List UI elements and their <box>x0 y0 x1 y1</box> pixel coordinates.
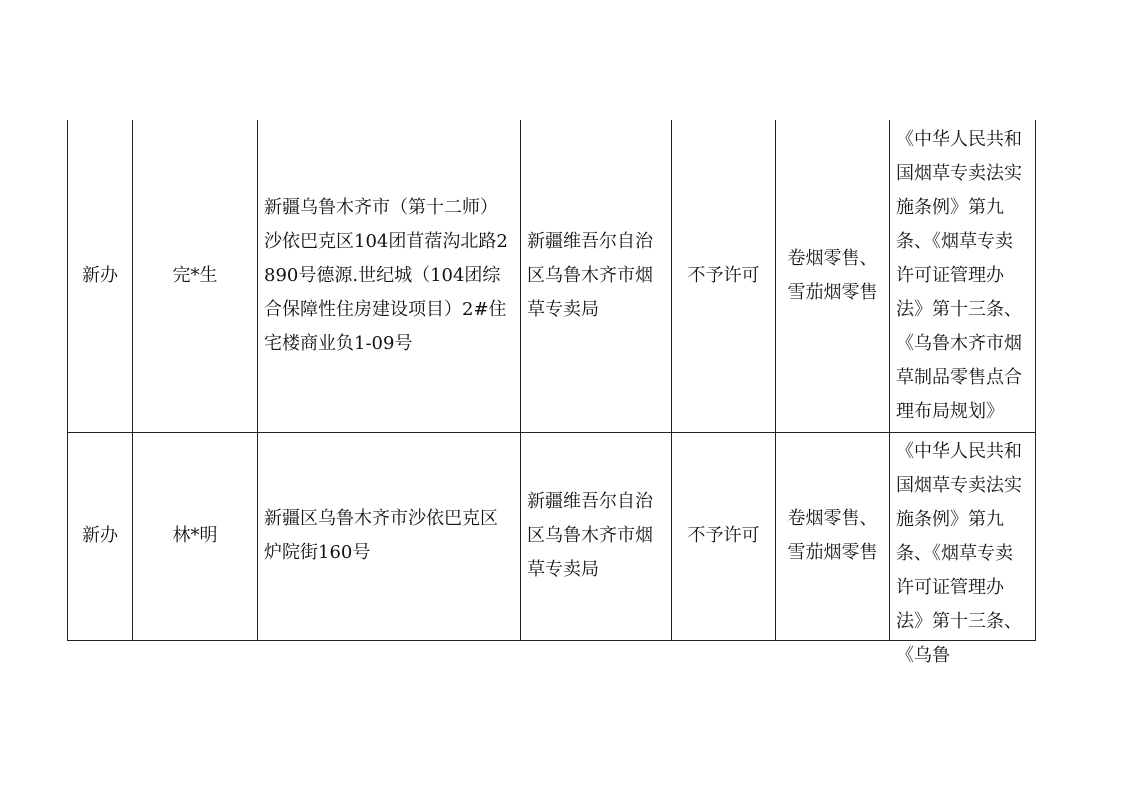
table-row <box>68 120 1036 432</box>
legal-basis-text: 《中华人民共和国烟草专卖法实施条例》第九条、《烟草专卖许可证管理办法》第十三条、《乌鲁 <box>896 440 1022 666</box>
permit-decision-table <box>67 120 1036 666</box>
legal-basis-cell: 《中华人民共和国烟草专卖法实施条例》第九条、《烟草专卖许可证管理办法》第十三条、《乌鲁木齐市烟草制品零售点合理布局规划》 <box>890 120 1036 432</box>
table-row <box>68 432 1036 640</box>
address-cell: 新疆区乌鲁木齐市沙依巴克区炉院街160号 <box>258 432 521 640</box>
application-type-cell: 新办 <box>68 120 133 432</box>
authority-cell: 新疆维吾尔自治区乌鲁木齐市烟草专卖局 <box>521 120 672 432</box>
legal-basis-cell <box>890 432 1036 666</box>
applicant-name-cell: 完*生 <box>133 120 258 432</box>
decision-cell: 不予许可 <box>672 432 776 640</box>
application-type-cell: 新办 <box>68 432 133 640</box>
decision-cell: 不予许可 <box>672 120 776 432</box>
address-cell: 新疆乌鲁木齐市（第十二师）沙依巴克区104团苜蓿沟北路2890号德源.世纪城（104团综合保障性住房建设项目）2#住宅楼商业负1-09号 <box>258 120 521 432</box>
business-scope-cell: 卷烟零售、雪茄烟零售 <box>776 120 890 432</box>
applicant-name-cell: 林*明 <box>133 432 258 640</box>
business-scope-cell: 卷烟零售、雪茄烟零售 <box>776 432 890 640</box>
authority-cell: 新疆维吾尔自治区乌鲁木齐市烟草专卖局 <box>521 432 672 640</box>
